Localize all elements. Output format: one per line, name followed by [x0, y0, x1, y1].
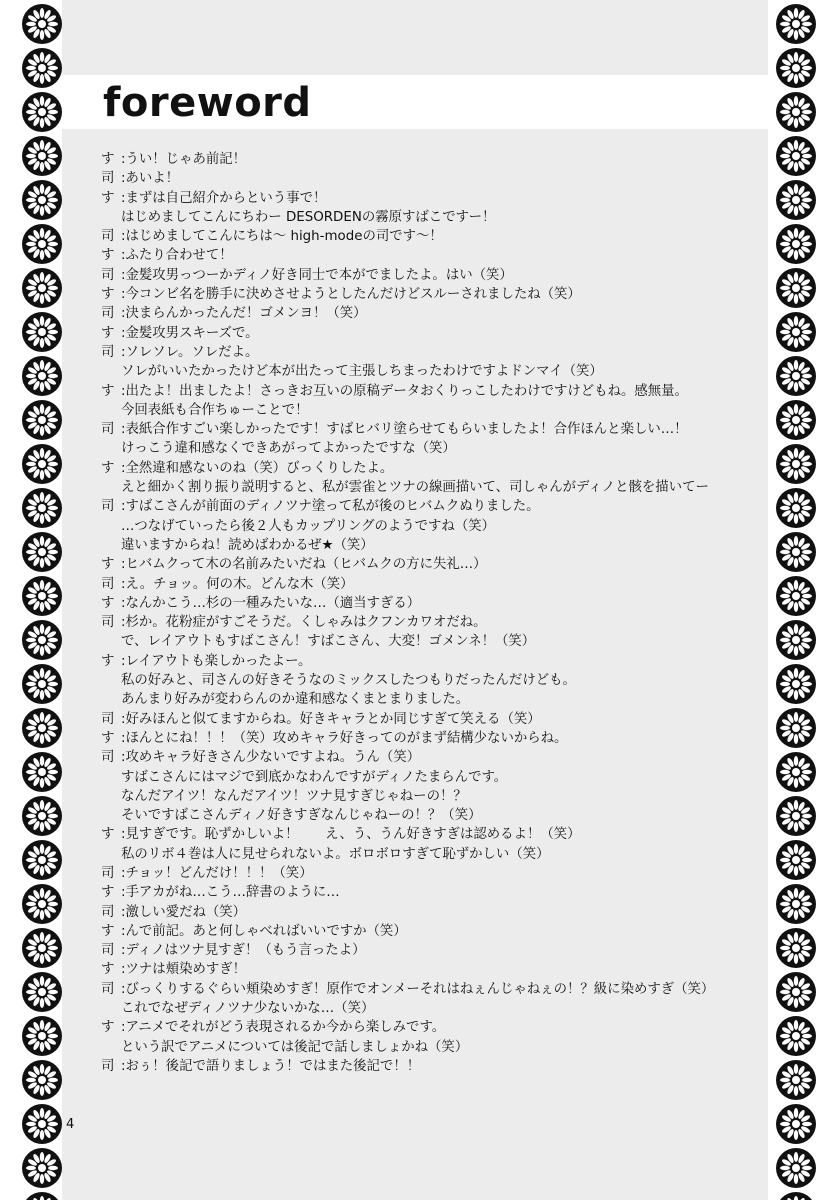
dialogue-line [101, 478, 761, 497]
dialogue-line [101, 864, 761, 883]
speaker-colon: : [121, 576, 126, 592]
dialogue-line [101, 208, 761, 227]
dialogue-line [101, 227, 761, 246]
lace-motif [776, 928, 816, 968]
lace-motif [22, 1016, 62, 1056]
speaker-label: す [101, 383, 115, 399]
line-text: 激しい愛だね（笑） [125, 904, 247, 920]
speaker-colon: : [121, 460, 126, 476]
dialogue-line [101, 285, 761, 304]
speaker-label: す [101, 827, 115, 843]
speaker-label: 司 [101, 615, 115, 631]
right-lace-border [772, 0, 820, 1200]
speaker-label: 司 [101, 943, 115, 959]
line-text: 今回表紙も合作ちゅーことで！ [121, 402, 309, 418]
dialogue-line [101, 420, 761, 439]
dialogue-line [101, 304, 761, 323]
lace-motif [776, 1104, 816, 1144]
speaker-colon: : [121, 615, 126, 631]
dialogue-line [101, 575, 761, 594]
speaker-label: す [101, 325, 115, 341]
speaker-label: 司 [101, 750, 115, 766]
line-text: ツナは頬染めすぎ！ [125, 962, 247, 978]
dialogue-line [101, 922, 761, 941]
speaker-colon: : [121, 711, 126, 727]
lace-motif [22, 92, 62, 132]
speaker-label: 司 [101, 422, 115, 438]
dialogue-line [101, 150, 761, 169]
line-text: という訳でアニメについては後記で話しましょかね（笑） [121, 1039, 469, 1055]
speaker-colon: : [121, 267, 126, 283]
dialogue-line [101, 459, 761, 478]
lace-motif [776, 180, 816, 220]
speaker-colon: : [121, 827, 126, 843]
speaker-label: す [101, 1020, 115, 1036]
dialogue-line [101, 787, 761, 806]
lace-motif [22, 840, 62, 880]
page-title: foreword [103, 80, 312, 126]
speaker-label: す [101, 287, 115, 303]
line-text: 見すぎです。恥ずかしいよ！ え、う、うん好きすぎは認めるよ！（笑） [125, 827, 581, 843]
lace-motif [22, 444, 62, 484]
speaker-colon: : [121, 923, 126, 939]
dialogue-line [101, 324, 761, 343]
lace-motif [776, 1148, 816, 1188]
speaker-colon: : [121, 171, 126, 187]
line-text: ふたり合わせて！ [125, 248, 233, 264]
line-text: 表紙合作すごい楽しかったです！すばヒバリ塗らせてもらいましたよ！合作ほんと楽しい…！ [125, 422, 688, 438]
speaker-label: 司 [101, 865, 115, 881]
line-text: ほんとにね！！！（笑）攻めキャラ好きってのがまず結構少ないからね。 [125, 730, 568, 746]
speaker-colon: : [121, 750, 126, 766]
line-text: 決まらんかったんだ！ゴメンヨ！（笑） [125, 306, 367, 322]
speaker-label: 司 [101, 306, 115, 322]
line-text: びっくりするぐらい頬染めすぎ！原作でオンメーそれはねぇんじゃねぇの！？級に染めすぎ（笑） [125, 981, 715, 997]
speaker-label: す [101, 730, 115, 746]
dialogue-line [101, 999, 761, 1018]
dialogue-line [101, 845, 761, 864]
speaker-label: す [101, 962, 115, 978]
line-text: うい！じゃあ前記！ [125, 152, 247, 167]
lace-motif [776, 400, 816, 440]
line-text: 今コンビ名を勝手に決めさせようとしたんだけどスルーされましたね（笑） [125, 287, 581, 303]
line-text: はじめましてこんにちわー DESORDENの霧原すばこですー！ [121, 209, 496, 225]
dialogue-line [101, 343, 761, 362]
lace-motif [776, 1192, 816, 1200]
lace-motif [22, 1060, 62, 1100]
speaker-colon: : [121, 422, 126, 438]
lace-motif [22, 752, 62, 792]
speaker-colon: : [121, 325, 126, 341]
speaker-colon: : [121, 1058, 126, 1074]
dialogue-line [101, 1038, 761, 1057]
lace-motif [22, 1104, 62, 1144]
speaker-label: 司 [101, 1058, 115, 1074]
speaker-label: 司 [101, 171, 115, 187]
speaker-label: す [101, 190, 115, 206]
dialogue-line [101, 536, 761, 555]
lace-motif [22, 664, 62, 704]
speaker-colon: : [121, 595, 126, 611]
lace-motif [22, 488, 62, 528]
speaker-colon: : [121, 981, 126, 997]
line-text: 金髪攻男っつーかディノ好き同士で本がでましたよ。はい（笑） [125, 267, 513, 283]
lace-motif [22, 1192, 62, 1200]
lace-motif [776, 268, 816, 308]
line-text: 出たよ！出ましたよ！さっきお互いの原稿データおくりっこしたわけですけどもね。感無量。 [125, 383, 688, 399]
speaker-label: 司 [101, 344, 115, 360]
lace-motif [776, 620, 816, 660]
lace-motif [776, 444, 816, 484]
lace-motif [776, 312, 816, 352]
speaker-colon: : [121, 287, 126, 303]
lace-motif [22, 224, 62, 264]
dialogue-line [101, 1018, 761, 1037]
lace-motif [776, 796, 816, 836]
dialogue-line [101, 632, 761, 651]
lace-motif [22, 796, 62, 836]
lace-motif [776, 664, 816, 704]
line-text: 杉か。花粉症がすごそうだ。くしゃみはクフンカワオだね。 [125, 615, 487, 631]
dialogue-line [101, 825, 761, 844]
lace-motif [776, 532, 816, 572]
line-text: ソレがいいたかったけど本が出たって主張しちまったわけですよドンマイ（笑） [121, 364, 603, 380]
lace-motif [22, 180, 62, 220]
line-text: けっこう違和感なくできあがってよかったですな（笑） [121, 441, 456, 457]
lace-motif [22, 136, 62, 176]
line-text: 全然違和感ないのね（笑）びっくりしたよ。 [125, 460, 394, 476]
line-text: はじめましてこんにちは～ high-modeの司です～！ [125, 229, 443, 245]
line-text: え。チョッ。何の木。どんな木（笑） [125, 576, 354, 592]
speaker-label: す [101, 885, 115, 901]
speaker-colon: : [121, 962, 126, 978]
speaker-label: 司 [101, 229, 115, 245]
speaker-colon: : [121, 383, 126, 399]
speaker-label: 司 [101, 576, 115, 592]
dialogue-line [101, 613, 761, 632]
speaker-label: す [101, 653, 115, 669]
lace-motif [22, 400, 62, 440]
line-text: すばこさんが前面のディノツナ塗って私が後のヒバムクぬりました。 [125, 499, 540, 515]
lace-motif [22, 356, 62, 396]
speaker-colon: : [121, 653, 126, 669]
dialogue-line [101, 806, 761, 825]
speaker-colon: : [121, 885, 126, 901]
dialogue-line [101, 382, 761, 401]
dialogue-line [101, 189, 761, 208]
speaker-colon: : [121, 499, 126, 515]
line-text: アニメでそれがどう表現されるか今から楽しみです。 [125, 1020, 446, 1036]
dialogue-line [101, 980, 761, 999]
left-lace-border [18, 0, 66, 1200]
speaker-label: 司 [101, 981, 115, 997]
line-text: 金髪攻男スキーズで。 [125, 325, 259, 341]
line-text: 手アカがね…こう…辞書のように… [125, 885, 340, 901]
speaker-label: す [101, 595, 115, 611]
line-text: ソレソレ。ソレだよ。 [125, 344, 259, 360]
speaker-colon: : [121, 557, 126, 573]
lace-motif [776, 4, 816, 44]
line-text: まずは自己紹介からという事で！ [125, 190, 327, 206]
speaker-colon: : [121, 190, 126, 206]
lace-motif [776, 1016, 816, 1056]
speaker-colon: : [121, 904, 126, 920]
speaker-label: す [101, 248, 115, 264]
dialogue-line [101, 439, 761, 458]
dialogue-line [101, 671, 761, 690]
line-text: なんだアイツ！なんだアイツ！ツナ見すぎじゃねーの！？ [121, 788, 467, 804]
lace-motif [776, 884, 816, 924]
line-text: 私のリボ４巻は人に見せられないよ。ボロボロすぎて恥ずかしい（笑） [121, 846, 550, 862]
lace-motif [776, 752, 816, 792]
dialogue-line [101, 517, 761, 536]
lace-motif [776, 356, 816, 396]
lace-motif [22, 312, 62, 352]
dialogue-line [101, 594, 761, 613]
page-number: 4 [66, 1117, 75, 1132]
line-text: あいよ！ [125, 171, 180, 187]
dialogue-line [101, 883, 761, 902]
dialogue-line [101, 555, 761, 574]
line-text: 私の好みと、司さんの好きそうなのミックスしたつもりだったんだけども。 [121, 673, 576, 689]
dialogue-line [101, 497, 761, 516]
line-text: そいですばこさんディノ好きすぎなんじゃねーの！？（笑） [121, 808, 482, 824]
line-text: で、レイアウトもすばこさん！すばこさん、大変！ゴメンネ！（笑） [121, 634, 536, 650]
lace-motif [22, 928, 62, 968]
line-text: これでなぜディノツナ少ないかな…（笑） [121, 1001, 375, 1017]
line-text: あんまり好みが変わらんのか違和感なくまとまりました。 [121, 692, 470, 708]
line-text: ヒバムクって木の名前みたいだね（ヒバムクの方に失礼…） [125, 557, 487, 573]
dialogue-line [101, 169, 761, 188]
speaker-label: す [101, 460, 115, 476]
line-text: ディノはツナ見すぎ！（もう言ったよ） [125, 943, 366, 959]
line-text: …つなげていったら後２人もカップリングのようですね（笑） [121, 518, 495, 534]
speaker-colon: : [121, 248, 126, 264]
dialogue-line [101, 401, 761, 420]
speaker-colon: : [121, 1020, 126, 1036]
lace-motif [22, 1148, 62, 1188]
dialogue-line [101, 710, 761, 729]
lace-motif [776, 576, 816, 616]
lace-motif [776, 48, 816, 88]
lace-motif [776, 488, 816, 528]
line-text: えと細かく割り振り説明すると、私が雲雀とツナの線画描いて、司しゃんがディノと骸を描いてー [121, 480, 709, 496]
line-text: なんかこう…杉の一種みたいな…（適当すぎる） [125, 595, 421, 611]
dialogue-line [101, 690, 761, 709]
dialogue-line [101, 768, 761, 787]
dialogue-line [101, 748, 761, 767]
dialogue-text [101, 150, 761, 1076]
lace-motif [22, 708, 62, 748]
lace-motif [776, 708, 816, 748]
dialogue-line [101, 960, 761, 979]
speaker-colon: : [121, 730, 126, 746]
speaker-label: す [101, 557, 115, 573]
speaker-colon: : [121, 229, 126, 245]
dialogue-line [101, 652, 761, 671]
lace-motif [22, 48, 62, 88]
lace-motif [776, 840, 816, 880]
dialogue-line [101, 266, 761, 285]
speaker-label: 司 [101, 267, 115, 283]
lace-motif [22, 620, 62, 660]
dialogue-line [101, 1057, 761, 1076]
line-text: すばこさんにはマジで到底かなわんですがディノたまらんです。 [121, 769, 508, 785]
speaker-colon: : [121, 865, 126, 881]
line-text: んで前記。あと何しゃべればいいですか（笑） [125, 923, 407, 939]
dialogue-line [101, 903, 761, 922]
lace-motif [776, 136, 816, 176]
speaker-label: 司 [101, 499, 115, 515]
line-text: おぅ！後記で語りましょう！ではまた後記で！！ [125, 1058, 421, 1074]
line-text: レイアウトも楽しかったよー。 [125, 653, 312, 669]
dialogue-line [101, 246, 761, 265]
speaker-label: 司 [101, 711, 115, 727]
speaker-label: 司 [101, 904, 115, 920]
speaker-label: す [101, 152, 115, 167]
lace-motif [776, 972, 816, 1012]
line-text: 好みほんと似てますからね。好きキャラとか同じすぎて笑える（笑） [125, 711, 541, 727]
speaker-colon: : [121, 943, 126, 959]
dialogue-line [101, 729, 761, 748]
lace-motif [22, 576, 62, 616]
lace-motif [22, 884, 62, 924]
lace-motif [776, 224, 816, 264]
line-text: 違いますからね！読めばわかるぜ★（笑） [121, 537, 374, 553]
dialogue-line [101, 362, 761, 381]
line-text: 攻めキャラ好きさん少ないですよね。うん（笑） [125, 750, 421, 766]
lace-motif [22, 4, 62, 44]
dialogue-line [101, 941, 761, 960]
lace-motif [22, 268, 62, 308]
lace-motif [776, 92, 816, 132]
speaker-label: す [101, 923, 115, 939]
lace-motif [22, 972, 62, 1012]
speaker-colon: : [121, 344, 126, 360]
speaker-colon: : [121, 306, 126, 322]
lace-motif [22, 532, 62, 572]
line-text: チョッ！どんだけ！！！（笑） [125, 865, 313, 881]
speaker-colon: : [121, 152, 126, 167]
lace-motif [776, 1060, 816, 1100]
